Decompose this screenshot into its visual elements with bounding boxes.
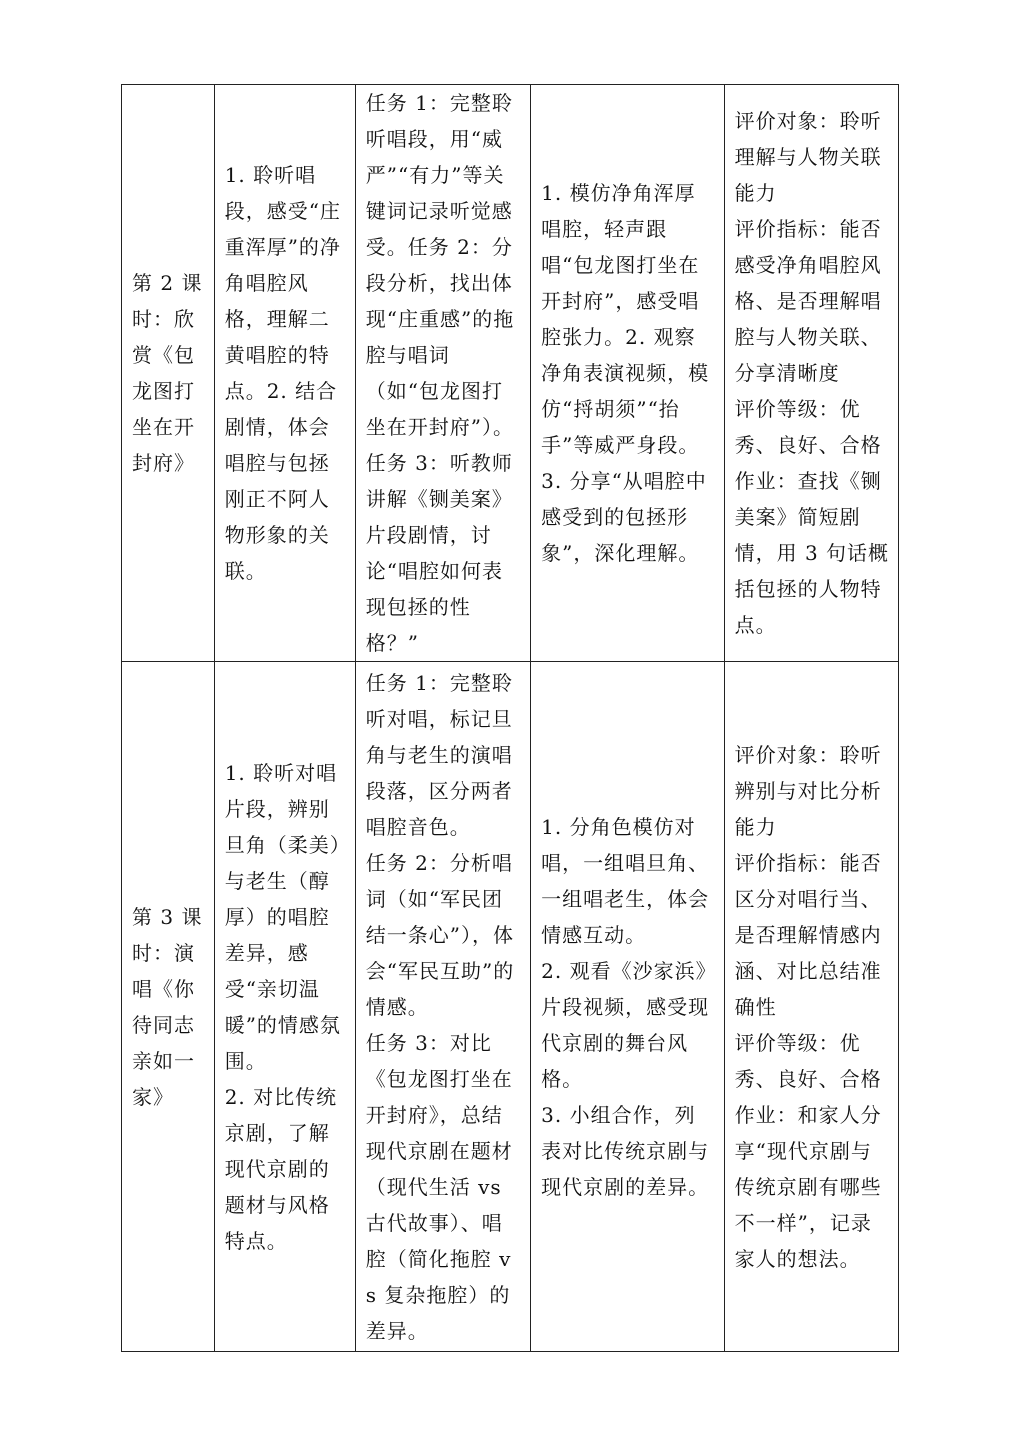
task-text: 任务 1：完整聆听唱段，用“威严”“有力”等关键词记录听觉感受。任务 2：分段分析，找出体现“庄重感”的拖腔与唱词（如“包龙图打坐在开封府”）。任务 3：听教师讲解《铡美案》片段剧情，讨论“唱腔如何表现包拯的性格？” bbox=[365, 91, 515, 655]
activity-text: 3. 小组合作，列表对比传统京剧与现代京剧的差异。 bbox=[541, 1102, 710, 1199]
lesson-title-cell bbox=[122, 662, 215, 1352]
lesson-title: 第 2 课时：欣赏《包龙图打坐在开封府》 bbox=[132, 271, 203, 475]
evaluation-criteria: 评价指标：能否区分对唱行当、是否理解情感内涵、对比总结准确性 bbox=[734, 850, 882, 1019]
evaluation-object: 评价对象：聆听辨别与对比分析能力 bbox=[734, 742, 882, 839]
learning-goals-cell bbox=[214, 85, 355, 662]
table-row bbox=[122, 85, 899, 662]
evaluation-cell bbox=[724, 662, 898, 1352]
goal-text: 2. 对比传统京剧，了解现代京剧的题材与风格特点。 bbox=[224, 1084, 338, 1253]
evaluation-grades: 评价等级：优秀、良好、合格 bbox=[734, 1030, 882, 1091]
activities-cell bbox=[531, 662, 724, 1352]
learning-goals-cell bbox=[214, 662, 355, 1352]
activities-cell bbox=[531, 85, 724, 662]
evaluation-object: 评价对象：聆听理解与人物关联能力 bbox=[734, 109, 882, 205]
goal-text: 1. 聆听对唱片段，辨别旦角（柔美）与老生（醇厚）的唱腔差异，感受“亲切温暖”的情感氛围。 bbox=[224, 760, 341, 1073]
task-text: 任务 2：分析唱词（如“军民团结一条心”），体会“军民互助”的情感。 bbox=[365, 850, 515, 1019]
task-text: 任务 3：对比《包龙图打坐在开封府》，总结现代京剧在题材（现代生活 vs 古代故事）、唱腔（简化拖腔 vs 复杂拖腔）的差异。 bbox=[365, 1030, 513, 1343]
activity-text: 1. 分角色模仿对唱，一组唱旦角、一组唱老生，体会情感互动。 bbox=[541, 814, 710, 947]
evaluation-cell bbox=[724, 85, 898, 662]
evaluation-criteria: 评价指标：能否感受净角唱腔风格、是否理解唱腔与人物关联、分享清晰度 bbox=[734, 217, 882, 385]
evaluation-grades-homework: 评价等级：优秀、良好、合格作业：查找《铡美案》简短剧情，用 3 句话概括包拯的人物特点。 bbox=[734, 397, 890, 637]
activity-text: 2. 观看《沙家浜》片段视频，感受现代京剧的舞台风格。 bbox=[541, 958, 710, 1091]
task-text: 任务 1：完整聆听对唱，标记旦角与老生的演唱段落，区分两者唱腔音色。 bbox=[365, 670, 513, 839]
lesson-title: 第 3 课时：演唱《你待同志亲如一家》 bbox=[132, 904, 203, 1109]
table-row bbox=[122, 662, 899, 1352]
goal-text: 1. 聆听唱段，感受“庄重浑厚”的净角唱腔风格，理解二黄唱腔的特点。2. 结合剧情，体会唱腔与包拯刚正不阿人物形象的关联。 bbox=[224, 163, 341, 583]
lesson-plan-table bbox=[121, 84, 899, 1352]
lesson-title-cell bbox=[122, 85, 215, 662]
learning-tasks-cell bbox=[355, 85, 530, 662]
activity-text: 1. 模仿净角浑厚唱腔，轻声跟唱“包龙图打坐在开封府”，感受唱腔张力。2. 观察净角表演视频，模仿“捋胡须”“抬手”等威严身段。3. 分享“从唱腔中感受到的包拯形象”，深化理解。 bbox=[541, 181, 710, 565]
learning-tasks-cell bbox=[355, 662, 530, 1352]
evaluation-homework: 作业：和家人分享“现代京剧与传统京剧有哪些不一样”，记录家人的想法。 bbox=[734, 1102, 882, 1271]
